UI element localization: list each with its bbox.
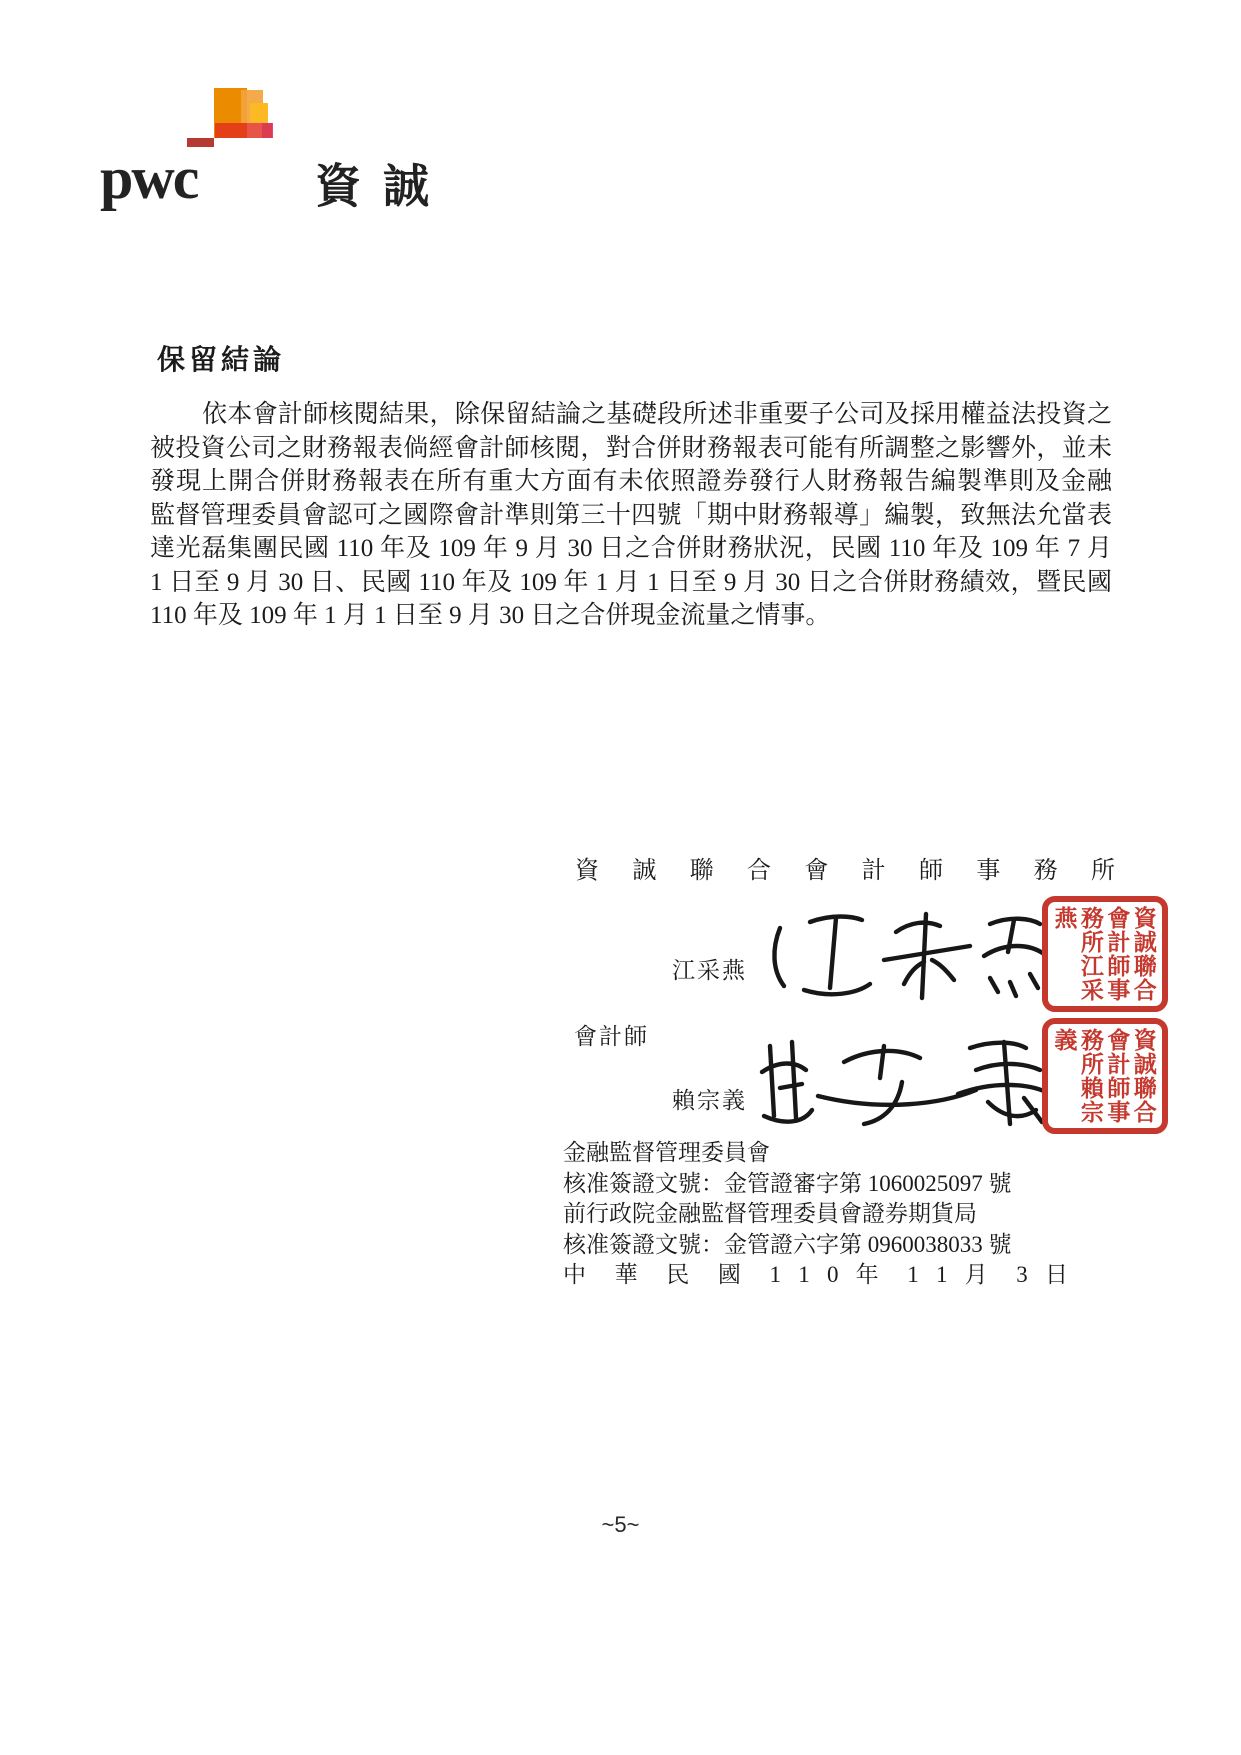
- accountant1-signature: [758, 886, 1048, 1021]
- accountant2-signature: [752, 1020, 1052, 1140]
- accountant2-seal: [1042, 1018, 1168, 1134]
- paragraph-line: 監督管理委員會認可之國際會計準則第三十四號「期中財務報導」編製，致無法允當表: [150, 501, 1112, 529]
- conclusion-paragraph: [150, 398, 1112, 633]
- approval-line: 核准簽證文號：金管證審字第 1060025097 號: [563, 1170, 1012, 1196]
- accountant2-name: 賴宗義: [672, 1088, 747, 1113]
- paragraph-line: 達光磊集團民國 110 年及 109 年 9 月 30 日之合併財務狀況，民國 110 年及 109 年 7 月: [150, 535, 1112, 562]
- paragraph-line: 被投資公司之財務報表倘經會計師核閱，對合併財務報表可能有所調整之影響外，並未: [150, 434, 1112, 462]
- paragraph-line: 1 日至 9 月 30 日、民國 110 年及 109 年 1 月 1 日至 9 月 30 日之合併財務績效，暨民國: [150, 568, 1112, 596]
- brand-chinese-name: 資誠: [315, 161, 451, 212]
- accountant-title-label: 會計師: [574, 1024, 649, 1049]
- paragraph-line: 110 年及 109 年 1 月 1 日至 9 月 30 日之合併現金流量之情事。: [150, 602, 831, 629]
- pwc-wordmark: pwc: [100, 145, 198, 211]
- accountant2-seal-text: 資誠聯合會計師事務所賴宗義: [1051, 1028, 1156, 1124]
- approval-line: 核准簽證文號：金管證六字第 0960038033 號: [563, 1231, 1012, 1257]
- approval-block: [563, 1138, 1068, 1291]
- accountant1-seal: [1042, 896, 1168, 1012]
- logo-block-pink: [262, 123, 273, 138]
- paragraph-line: 發現上開合併財務報表在所有重大方面有未依照證券發行人財務報告編製準則及金融: [150, 468, 1112, 495]
- accountant1-seal-text: 資誠聯合會計師事務所江采燕: [1051, 906, 1156, 1002]
- paragraph-line: 依本會計師核閱結果，除保留結論之基礎段所述非重要子公司及採用權益法投資之: [202, 401, 1112, 428]
- approval-line: 前行政院金融監督管理委員會證券期貨局: [563, 1201, 977, 1226]
- accountant1-name: 江采燕: [672, 958, 747, 983]
- section-heading: 保留結論: [157, 345, 286, 376]
- report-date-line: 中 華 民 國 1 1 0 年 1 1 月 3 日: [563, 1262, 1068, 1287]
- approval-line: 金融監督管理委員會: [563, 1140, 770, 1165]
- audit-firm-name: 資誠聯合會計師事務所: [575, 858, 1115, 884]
- page-number: ~5~: [601, 1512, 640, 1537]
- logo-block-yellow: [250, 103, 268, 123]
